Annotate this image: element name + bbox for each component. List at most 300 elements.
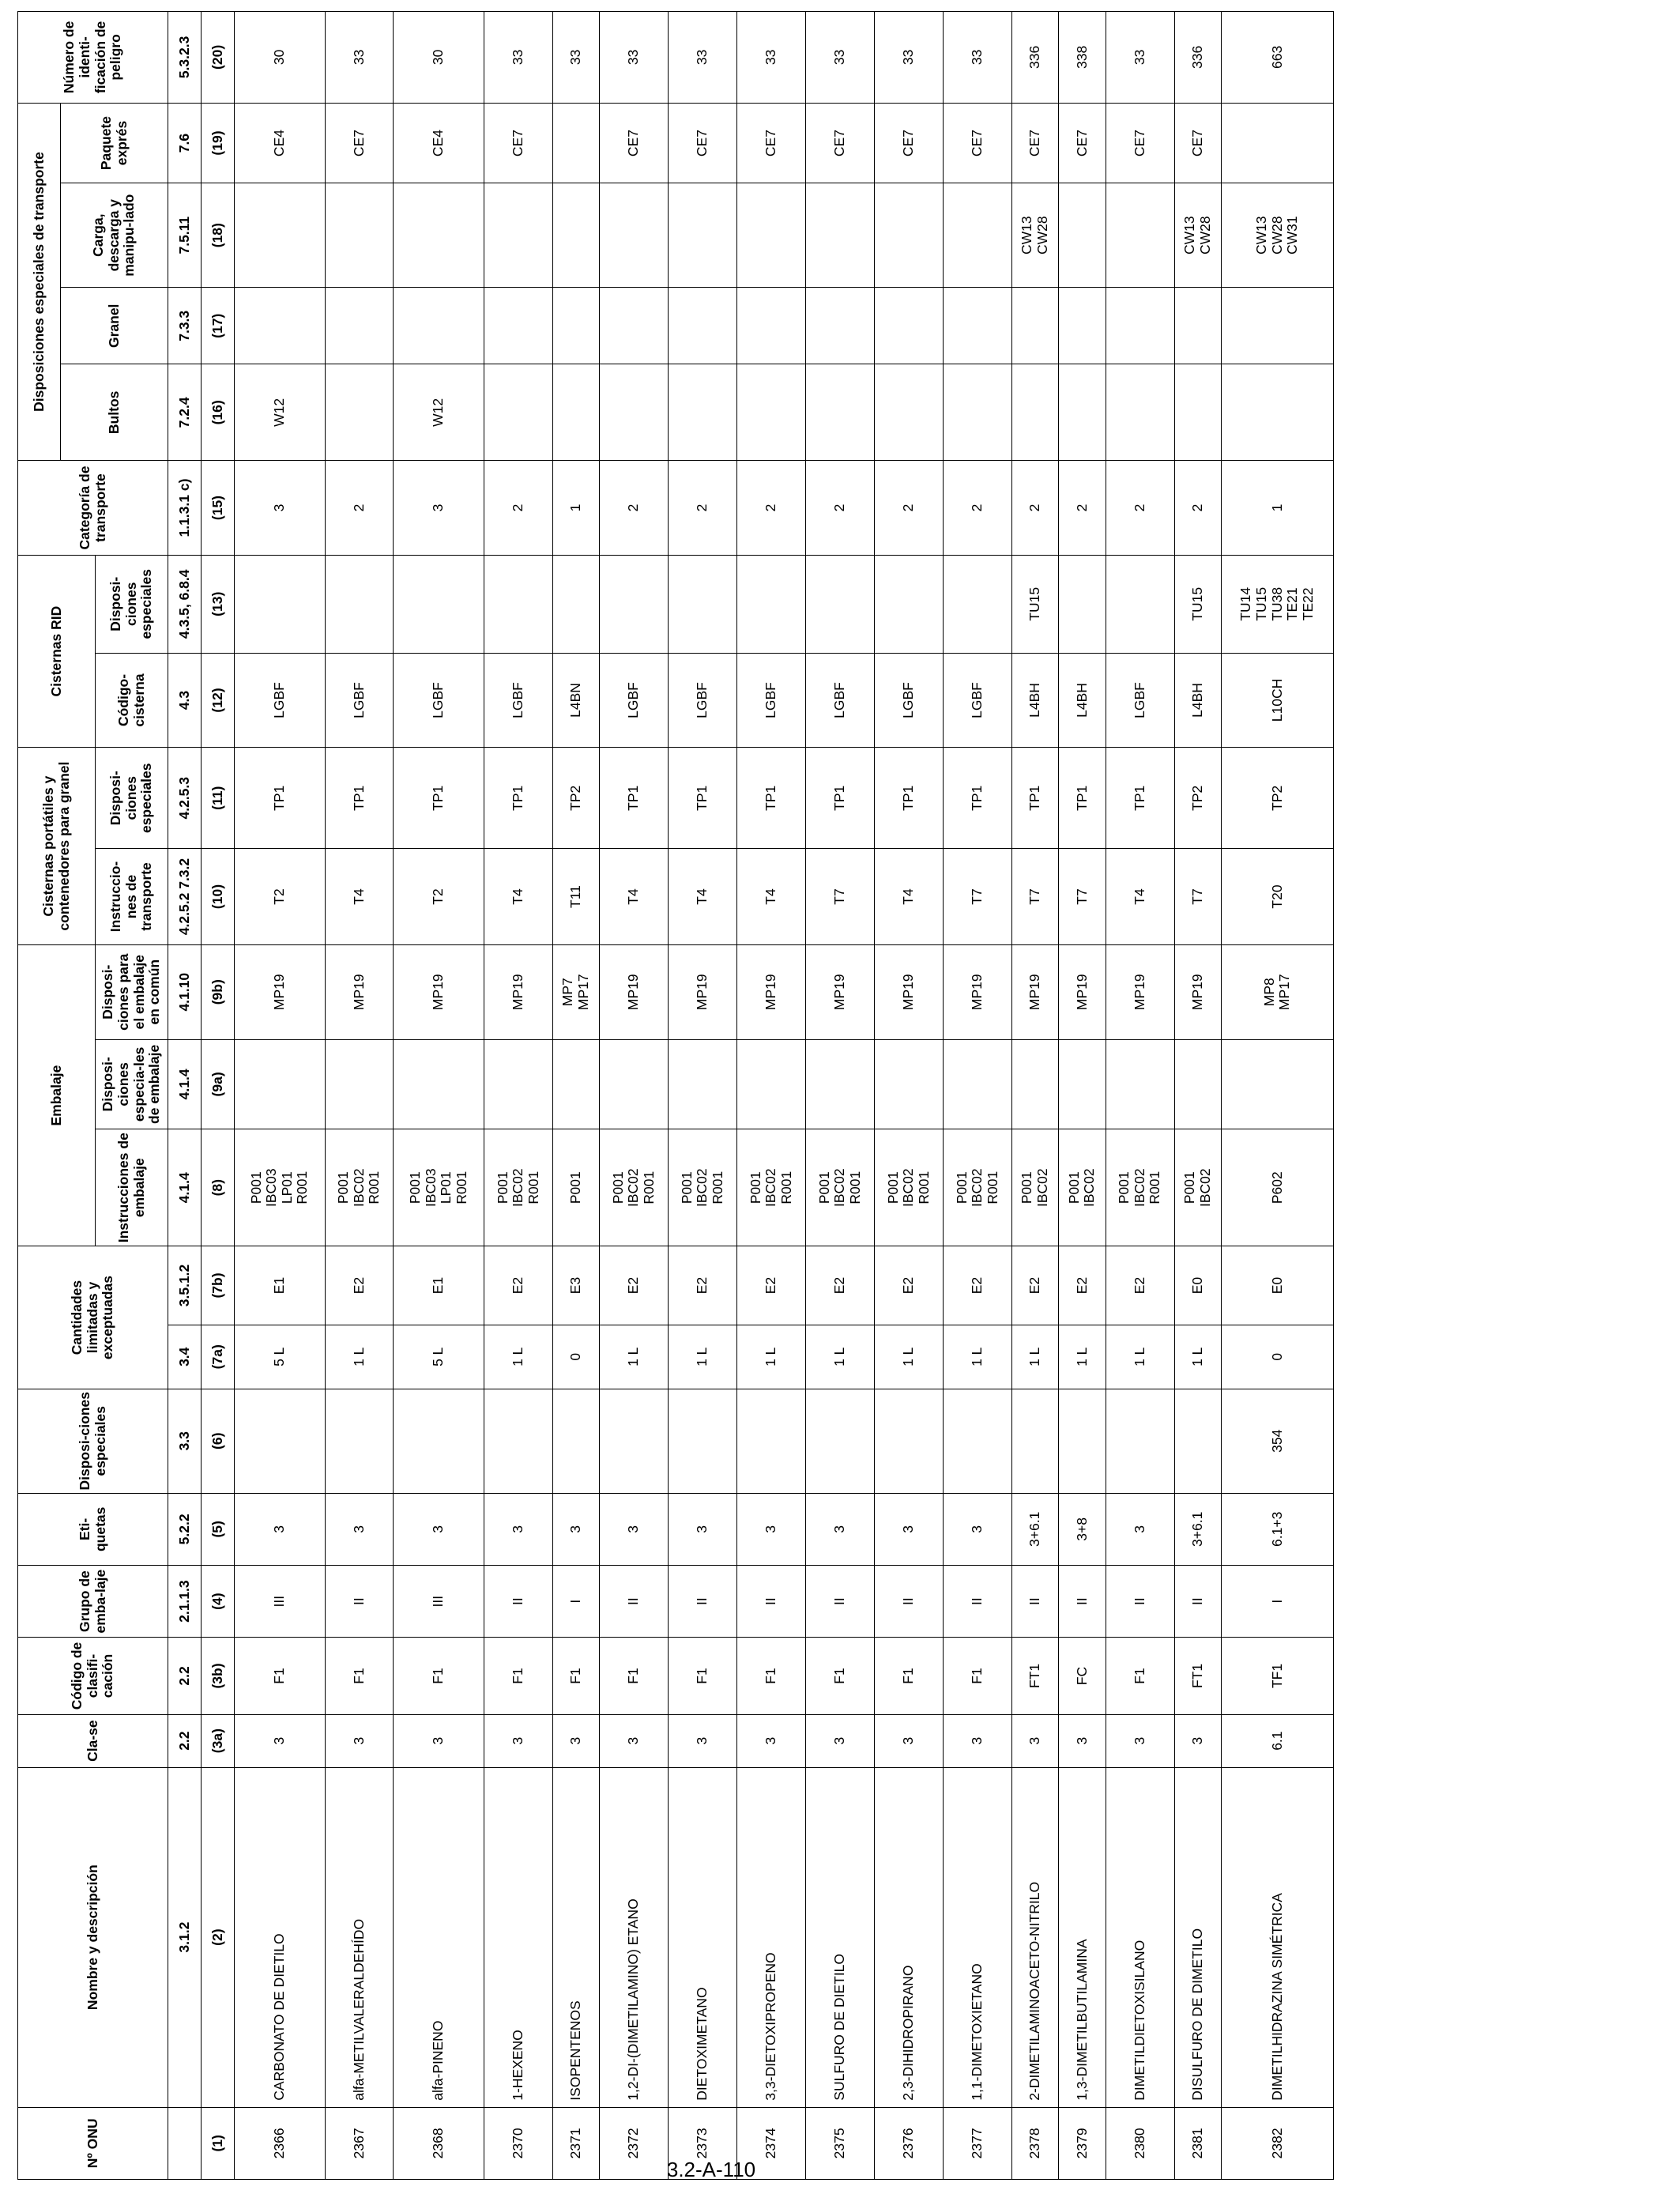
cell: 2381: [1174, 2107, 1221, 2179]
cell: [737, 555, 806, 653]
cell: [1174, 1389, 1221, 1493]
cell: P001 IBC02: [1059, 1129, 1106, 1246]
cell: 2370: [484, 2107, 552, 2179]
cell: L10CH: [1221, 653, 1333, 748]
cell: [874, 555, 943, 653]
cell: 5.2.2: [168, 1493, 202, 1565]
cell: 4.2.5.2 7.3.2: [168, 849, 202, 945]
cell: CE7: [325, 103, 394, 183]
header-disposiciones-comun: Disposi-ciones para el embalaje en común: [96, 944, 168, 1039]
cell: 3: [737, 1714, 806, 1767]
cell: MP19: [1011, 944, 1058, 1039]
cell: 3: [484, 1714, 552, 1767]
dangerous-goods-table: [17, 11, 1334, 2180]
cell: [552, 555, 599, 653]
cell: 2368: [394, 2107, 484, 2179]
cell: TP1: [394, 748, 484, 849]
cell: [1221, 1039, 1333, 1129]
cell: E3: [552, 1246, 599, 1325]
cell: 2373: [669, 2107, 737, 2179]
header-embalaje: Embalaje: [18, 944, 96, 1246]
header-grupo: Grupo de emba-laje: [18, 1565, 168, 1637]
cell: E2: [325, 1246, 394, 1325]
cell: TP1: [874, 748, 943, 849]
cell: II: [484, 1565, 552, 1637]
column-number-row: [202, 12, 235, 2180]
cell: [737, 1389, 806, 1493]
cell: 663: [1221, 12, 1333, 104]
cell: E2: [874, 1246, 943, 1325]
cell: [806, 183, 875, 288]
cell: 2374: [737, 2107, 806, 2179]
cell: CE7: [1106, 103, 1174, 183]
header-disposiciones-transporte: Disposiciones especiales de transporte: [18, 103, 61, 460]
cell: [600, 364, 669, 461]
cell: 3+8: [1059, 1493, 1106, 1565]
header-codigo: Código de clasifi-cación: [18, 1638, 168, 1714]
cell: 3.1.2: [168, 1767, 202, 2107]
cell: CE4: [394, 103, 484, 183]
cell: 1: [1221, 461, 1333, 556]
cell: 3: [235, 1493, 326, 1565]
cell: 0: [552, 1325, 599, 1389]
cell: 338: [1059, 12, 1106, 104]
cell: TP1: [600, 748, 669, 849]
cell: [669, 555, 737, 653]
cell: (3a): [202, 1714, 235, 1767]
cell: MP19: [484, 944, 552, 1039]
cell: W12: [394, 364, 484, 461]
cell: (2): [202, 1767, 235, 2107]
header-granel: Granel: [61, 288, 168, 364]
cell: 3: [325, 1714, 394, 1767]
cell: 2: [943, 461, 1011, 556]
cell: E2: [1059, 1246, 1106, 1325]
cell: [874, 183, 943, 288]
cell: [1059, 364, 1106, 461]
cell: E2: [943, 1246, 1011, 1325]
cell: [600, 1039, 669, 1129]
cell: MP7 MP17: [552, 944, 599, 1039]
cell: 3: [394, 1714, 484, 1767]
cell: II: [943, 1565, 1011, 1637]
cell: 2379: [1059, 2107, 1106, 2179]
cell: 336: [1011, 12, 1058, 104]
cell: [325, 183, 394, 288]
cell: [1106, 288, 1174, 364]
cell: T7: [1059, 849, 1106, 945]
cell: (9a): [202, 1039, 235, 1129]
cell: [806, 1389, 875, 1493]
cell: 3: [806, 1714, 875, 1767]
cell: [394, 555, 484, 653]
cell: [394, 1389, 484, 1493]
cell: 2-DIMETILAMINOACETO-NITRILO: [1011, 1767, 1058, 2107]
cell: 2: [325, 461, 394, 556]
cell: [394, 183, 484, 288]
cell: TU15: [1174, 555, 1221, 653]
cell: [1174, 288, 1221, 364]
cell: 1 L: [1011, 1325, 1058, 1389]
cell: [600, 555, 669, 653]
cell: 33: [874, 12, 943, 104]
cell: 3: [394, 461, 484, 556]
cell: 2377: [943, 2107, 1011, 2179]
cell: [552, 183, 599, 288]
cell: T2: [235, 849, 326, 945]
cell: [943, 555, 1011, 653]
cell: 5 L: [394, 1325, 484, 1389]
cell: 3: [600, 1493, 669, 1565]
cell: P001 IBC02 R001: [325, 1129, 394, 1246]
cell: [1106, 183, 1174, 288]
cell: LGBF: [1106, 653, 1174, 748]
cell: T20: [1221, 849, 1333, 945]
cell: TP1: [1059, 748, 1106, 849]
cell: 3: [1174, 1714, 1221, 1767]
cell: 1 L: [325, 1325, 394, 1389]
cell: II: [874, 1565, 943, 1637]
cell: 2: [1174, 461, 1221, 556]
table-row: [552, 12, 599, 2180]
cell: 30: [394, 12, 484, 104]
cell: 1 L: [484, 1325, 552, 1389]
cell: (17): [202, 288, 235, 364]
cell: 3: [484, 1493, 552, 1565]
cell: [669, 1389, 737, 1493]
cell: T4: [325, 849, 394, 945]
cell: T4: [874, 849, 943, 945]
cell: 4.1.4: [168, 1039, 202, 1129]
cell: E1: [235, 1246, 326, 1325]
header-disposiciones-especiales: Disposi-ciones especiales: [18, 1389, 168, 1493]
cell: TP1: [484, 748, 552, 849]
table-row: [325, 12, 394, 2180]
header-etiquetas: Eti-quetas: [18, 1493, 168, 1565]
cell: [1106, 1389, 1174, 1493]
cell: [1174, 364, 1221, 461]
cell: [1059, 183, 1106, 288]
cell: [1059, 288, 1106, 364]
cell: [1011, 1389, 1058, 1493]
table-row: [943, 12, 1011, 2180]
cell: 5.3.2.3: [168, 12, 202, 104]
cell: 1 L: [669, 1325, 737, 1389]
cell: TU15: [1011, 555, 1058, 653]
cell: 2: [1106, 461, 1174, 556]
table-row: [1011, 12, 1058, 2180]
cell: 3: [669, 1493, 737, 1565]
cell: [552, 103, 599, 183]
cell: MP19: [806, 944, 875, 1039]
cell: T11: [552, 849, 599, 945]
cell: E2: [1011, 1246, 1058, 1325]
cell: III: [235, 1565, 326, 1637]
cell: 6.1+3: [1221, 1493, 1333, 1565]
table-body: [168, 12, 1334, 2180]
cell: [806, 1039, 875, 1129]
cell: (4): [202, 1565, 235, 1637]
cell: DISULFURO DE DIMETILO: [1174, 1767, 1221, 2107]
cell: [943, 183, 1011, 288]
cell: 1 L: [1174, 1325, 1221, 1389]
header-bultos: Bultos: [61, 364, 168, 461]
cell: 2: [874, 461, 943, 556]
cell: P001 IBC02 R001: [806, 1129, 875, 1246]
cell: 1 L: [1059, 1325, 1106, 1389]
table-row: [1221, 12, 1333, 2180]
cell: TF1: [1221, 1638, 1333, 1714]
cell: 33: [669, 12, 737, 104]
cell: 3: [1106, 1493, 1174, 1565]
table-row: [1059, 12, 1106, 2180]
cell: E2: [484, 1246, 552, 1325]
cell: 2: [737, 461, 806, 556]
cell: F1: [737, 1638, 806, 1714]
cell: TP1: [943, 748, 1011, 849]
cell: P001 IBC02: [1011, 1129, 1058, 1246]
cell: [1011, 364, 1058, 461]
cell: MP19: [1059, 944, 1106, 1039]
cell: MP19: [235, 944, 326, 1039]
rotated-table-container: [17, 11, 1334, 2180]
cell: [168, 2107, 202, 2179]
cell: 3: [552, 1714, 599, 1767]
cell: [874, 1039, 943, 1129]
table-row: [737, 12, 806, 2180]
cell: 2: [669, 461, 737, 556]
cell: MP19: [737, 944, 806, 1039]
cell: 0: [1221, 1325, 1333, 1389]
cell: F1: [669, 1638, 737, 1714]
cell: TP1: [1011, 748, 1058, 849]
cell: MP19: [325, 944, 394, 1039]
cell: alfa-PINENO: [394, 1767, 484, 2107]
cell: [484, 288, 552, 364]
cell: 1,3-DIMETILBUTILAMINA: [1059, 1767, 1106, 2107]
cell: 2: [1059, 461, 1106, 556]
cell: 1 L: [943, 1325, 1011, 1389]
cell: CE7: [874, 103, 943, 183]
cell: 3: [669, 1714, 737, 1767]
cell: [874, 288, 943, 364]
cell: [484, 1039, 552, 1129]
cell: 1-HEXENO: [484, 1767, 552, 2107]
cell: TP1: [325, 748, 394, 849]
cell: 354: [1221, 1389, 1333, 1493]
page-number: 3.2-A-110: [666, 2158, 756, 2181]
cell: MP19: [874, 944, 943, 1039]
cell: 1 L: [874, 1325, 943, 1389]
header-paquete-expres: Paquete exprés: [61, 103, 168, 183]
cell: T7: [1011, 849, 1058, 945]
cell: CE7: [669, 103, 737, 183]
cell: P001 IBC02 R001: [669, 1129, 737, 1246]
cell: 3.4: [168, 1325, 202, 1389]
cell: 7.5.11: [168, 183, 202, 288]
cell: 3.5.1.2: [168, 1246, 202, 1325]
cell: [552, 1039, 599, 1129]
cell: [806, 555, 875, 653]
cell: P001 IBC02 R001: [600, 1129, 669, 1246]
cell: [737, 1039, 806, 1129]
cell: 33: [806, 12, 875, 104]
cell: L4BH: [1059, 653, 1106, 748]
cell: [1059, 1389, 1106, 1493]
cell: L4BN: [552, 653, 599, 748]
cell: 33: [1106, 12, 1174, 104]
cell: E2: [1106, 1246, 1174, 1325]
cell: E2: [806, 1246, 875, 1325]
cell: LGBF: [737, 653, 806, 748]
cell: II: [1011, 1565, 1058, 1637]
cell: 4.1.4: [168, 1129, 202, 1246]
cell: 1 L: [806, 1325, 875, 1389]
cell: [737, 288, 806, 364]
cell: 3+6.1: [1011, 1493, 1058, 1565]
cell: II: [1174, 1565, 1221, 1637]
cell: E0: [1221, 1246, 1333, 1325]
header-numero-peligro: Número de identi-ficación de peligro: [18, 12, 168, 104]
cell: CARBONATO DE DIETILO: [235, 1767, 326, 2107]
cell: [1221, 364, 1333, 461]
cell: TP2: [1174, 748, 1221, 849]
cell: T4: [484, 849, 552, 945]
cell: TP1: [669, 748, 737, 849]
cell: [1011, 1039, 1058, 1129]
cell: 30: [235, 12, 326, 104]
cell: [600, 288, 669, 364]
cell: TP1: [737, 748, 806, 849]
cell: CE7: [806, 103, 875, 183]
cell: 2: [600, 461, 669, 556]
cell: [235, 183, 326, 288]
header-cantidades: Cantidades limitadas y exceptuadas: [18, 1246, 168, 1389]
header-clase: Cla-se: [18, 1714, 168, 1767]
cell: E0: [1174, 1246, 1221, 1325]
cell: 7.6: [168, 103, 202, 183]
cell: 1.1.3.1 c): [168, 461, 202, 556]
cell: T7: [806, 849, 875, 945]
cell: LGBF: [600, 653, 669, 748]
cell: 2366: [235, 2107, 326, 2179]
cell: 2378: [1011, 2107, 1058, 2179]
cell: 3: [943, 1714, 1011, 1767]
cell: F1: [874, 1638, 943, 1714]
cell: 3: [235, 461, 326, 556]
cell: 2372: [600, 2107, 669, 2179]
cell: 3: [394, 1493, 484, 1565]
cell: 3,3-DIETOXIPROPENO: [737, 1767, 806, 2107]
cell: CE7: [1059, 103, 1106, 183]
cell: 336: [1174, 12, 1221, 104]
cell: P001 IBC02 R001: [1106, 1129, 1174, 1246]
cell: II: [737, 1565, 806, 1637]
cell: TU14 TU15 TU38 TE21 TE22: [1221, 555, 1333, 653]
cell: [484, 1389, 552, 1493]
header-disposiciones-embalaje: Disposi-ciones especia-les de embalaje: [96, 1039, 168, 1129]
cell: CE7: [484, 103, 552, 183]
table-row: [235, 12, 326, 2180]
cell: [235, 288, 326, 364]
cell: [806, 364, 875, 461]
cell: 4.2.5.3: [168, 748, 202, 849]
cell: 5 L: [235, 1325, 326, 1389]
cell: (12): [202, 653, 235, 748]
cell: (7a): [202, 1325, 235, 1389]
cell: E1: [394, 1246, 484, 1325]
cell: [669, 1039, 737, 1129]
cell: F1: [600, 1638, 669, 1714]
cell: 33: [325, 12, 394, 104]
cell: 2380: [1106, 2107, 1174, 2179]
cell: LGBF: [943, 653, 1011, 748]
cell: (8): [202, 1129, 235, 1246]
cell: (11): [202, 748, 235, 849]
table-row: [1106, 12, 1174, 2180]
cell: II: [1106, 1565, 1174, 1637]
cell: 3: [235, 1714, 326, 1767]
header-cisternas-portatiles: Cisternas portátiles y contenedores para granel: [18, 748, 96, 945]
cell: III: [394, 1565, 484, 1637]
cell: 4.3: [168, 653, 202, 748]
cell: [806, 288, 875, 364]
header-instrucciones-embalaje: Instrucciones de embalaje: [96, 1129, 168, 1246]
cell: alfa-METILVALERALDEHÍDO: [325, 1767, 394, 2107]
cell: (9b): [202, 944, 235, 1039]
table-row: [600, 12, 669, 2180]
cell: MP8 MP17: [1221, 944, 1333, 1039]
cell: P001 IBC03 LP01 R001: [235, 1129, 326, 1246]
cell: [484, 183, 552, 288]
cell: [943, 1389, 1011, 1493]
cell: 3: [737, 1493, 806, 1565]
cell: F1: [394, 1638, 484, 1714]
cell: P001 IBC02 R001: [737, 1129, 806, 1246]
cell: LGBF: [325, 653, 394, 748]
header-carga: Carga, descarga y manipu-lado: [61, 183, 168, 288]
cell: CE7: [943, 103, 1011, 183]
cell: P001 IBC02 R001: [874, 1129, 943, 1246]
cell: [325, 1389, 394, 1493]
cell: FT1: [1174, 1638, 1221, 1714]
cell: CW13 CW28 CW31: [1221, 183, 1333, 288]
cell: II: [806, 1565, 875, 1637]
cell: (7b): [202, 1246, 235, 1325]
header-categoria: Categoría de transporte: [18, 461, 168, 556]
cell: MP19: [394, 944, 484, 1039]
cell: F1: [325, 1638, 394, 1714]
header-disposiciones-portatiles: Disposi-ciones especiales: [96, 748, 168, 849]
cell: CE7: [1011, 103, 1058, 183]
cell: (19): [202, 103, 235, 183]
cell: P001: [552, 1129, 599, 1246]
cell: 1 L: [600, 1325, 669, 1389]
cell: T2: [394, 849, 484, 945]
cell: [1221, 288, 1333, 364]
cell: (13): [202, 555, 235, 653]
cell: DIETOXIMETANO: [669, 1767, 737, 2107]
cell: CW13 CW28: [1011, 183, 1058, 288]
header-instrucciones-transporte: Instruccio-nes de transporte: [96, 849, 168, 945]
cell: LGBF: [394, 653, 484, 748]
cell: [943, 1039, 1011, 1129]
cell: FT1: [1011, 1638, 1058, 1714]
cell: 3: [1059, 1714, 1106, 1767]
cell: 2,3-DIHIDROPIRANO: [874, 1767, 943, 2107]
cell: MP19: [669, 944, 737, 1039]
cell: [325, 1039, 394, 1129]
